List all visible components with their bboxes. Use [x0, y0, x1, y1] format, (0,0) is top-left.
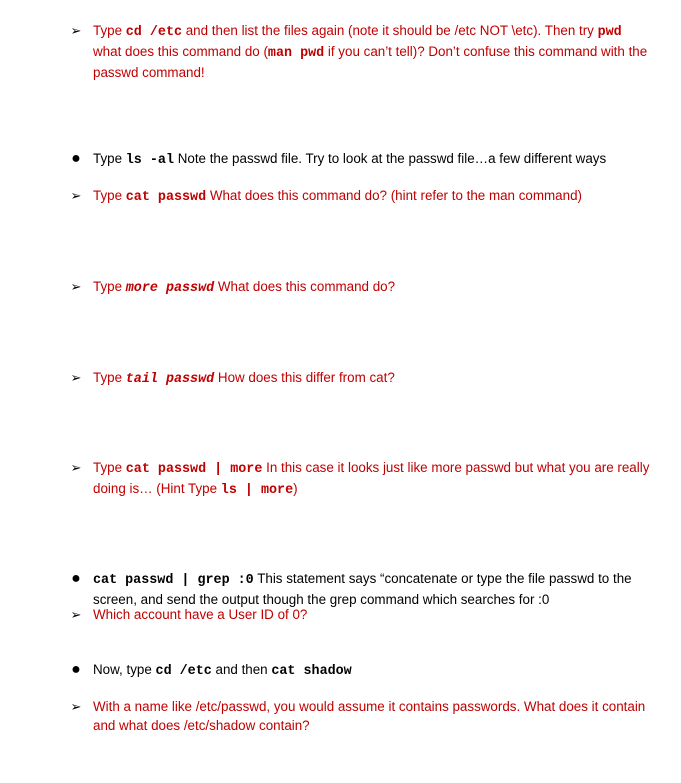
text-run: if you can’t tell)? Don’t confuse this command with the passwd command! — [93, 44, 648, 80]
instruction-tail-passwd — [70, 368, 653, 389]
command-text: pwd — [597, 25, 622, 40]
item-text — [93, 699, 645, 733]
arrow-bullet-icon: ➢ — [70, 460, 82, 475]
arrow-bullet-icon: ➢ — [70, 370, 82, 385]
item-text — [93, 23, 647, 80]
text-run: In this case it looks just like more passwd but what you are really doing is… (Hint Type — [93, 460, 650, 496]
item-text — [93, 370, 395, 385]
command-text: cat passwd | grep :0 — [93, 573, 254, 588]
text-run: This statement says “concatenate or type the file passwd to the screen, and send the output though the grep command which searches for :0 — [93, 571, 632, 607]
arrow-bullet-icon: ➢ — [70, 607, 82, 622]
text-run: what does this command do ( — [93, 44, 268, 59]
item-text — [93, 151, 606, 166]
item-text — [93, 662, 352, 677]
bullet-icon: ● — [71, 570, 81, 587]
text-run: and then list the files again (note it should be /etc NOT \etc). Then try — [182, 23, 598, 38]
command-text: more passwd — [125, 281, 215, 296]
text-run: How does this differ from cat? — [214, 370, 395, 385]
item-text — [93, 571, 632, 607]
text-run: Type — [93, 23, 126, 38]
item-text — [93, 607, 307, 622]
instruction-ls-al — [71, 149, 653, 170]
instruction-cat-pipe-more — [70, 458, 653, 500]
text-run: Which account have a User ID of 0? — [93, 607, 308, 622]
text-run: Type — [93, 370, 126, 385]
text-run: Now, type — [93, 662, 156, 677]
text-run: Type — [93, 151, 126, 166]
command-text: cat passwd | more — [125, 462, 263, 477]
instruction-grep — [71, 569, 653, 609]
item-text — [93, 188, 582, 203]
instruction-cat-shadow — [71, 660, 653, 681]
command-text: man pwd — [267, 46, 325, 61]
command-text: tail passwd — [125, 372, 215, 387]
command-text: cat shadow — [271, 664, 352, 679]
text-run: Type — [93, 279, 126, 294]
instruction-cat-passwd — [70, 186, 653, 207]
text-run: Type — [93, 460, 126, 475]
arrow-bullet-icon: ➢ — [70, 699, 82, 714]
text-run: What does this command do? — [214, 279, 396, 294]
command-text: ls | more — [220, 483, 294, 498]
command-text: cd /etc — [155, 664, 212, 679]
arrow-bullet-icon: ➢ — [70, 188, 82, 203]
question-user-id — [70, 605, 653, 624]
text-run: and then — [211, 662, 272, 677]
instruction-cd-etc — [70, 21, 653, 82]
bullet-icon: ● — [71, 661, 81, 678]
instruction-more-passwd — [70, 277, 653, 298]
command-text: cat passwd — [125, 190, 207, 205]
text-run: What does this command do? (hint refer to the man command) — [206, 188, 582, 203]
arrow-bullet-icon: ➢ — [70, 279, 82, 294]
text-run: Note the passwd file. Try to look at the passwd file…a few different ways — [173, 151, 607, 166]
item-text — [93, 279, 395, 294]
text-run: With a name like /etc/passwd, you would assume it contains passwords. What does it contain and what does /etc/shadow contain? — [93, 699, 646, 733]
bullet-icon: ● — [71, 150, 81, 167]
text-run: ) — [293, 481, 298, 496]
item-text — [93, 460, 649, 496]
command-text: cd /etc — [125, 25, 183, 40]
text-run: Type — [93, 188, 126, 203]
command-text: ls -al — [125, 153, 174, 168]
arrow-bullet-icon: ➢ — [70, 23, 82, 38]
question-passwd-shadow — [70, 697, 653, 735]
